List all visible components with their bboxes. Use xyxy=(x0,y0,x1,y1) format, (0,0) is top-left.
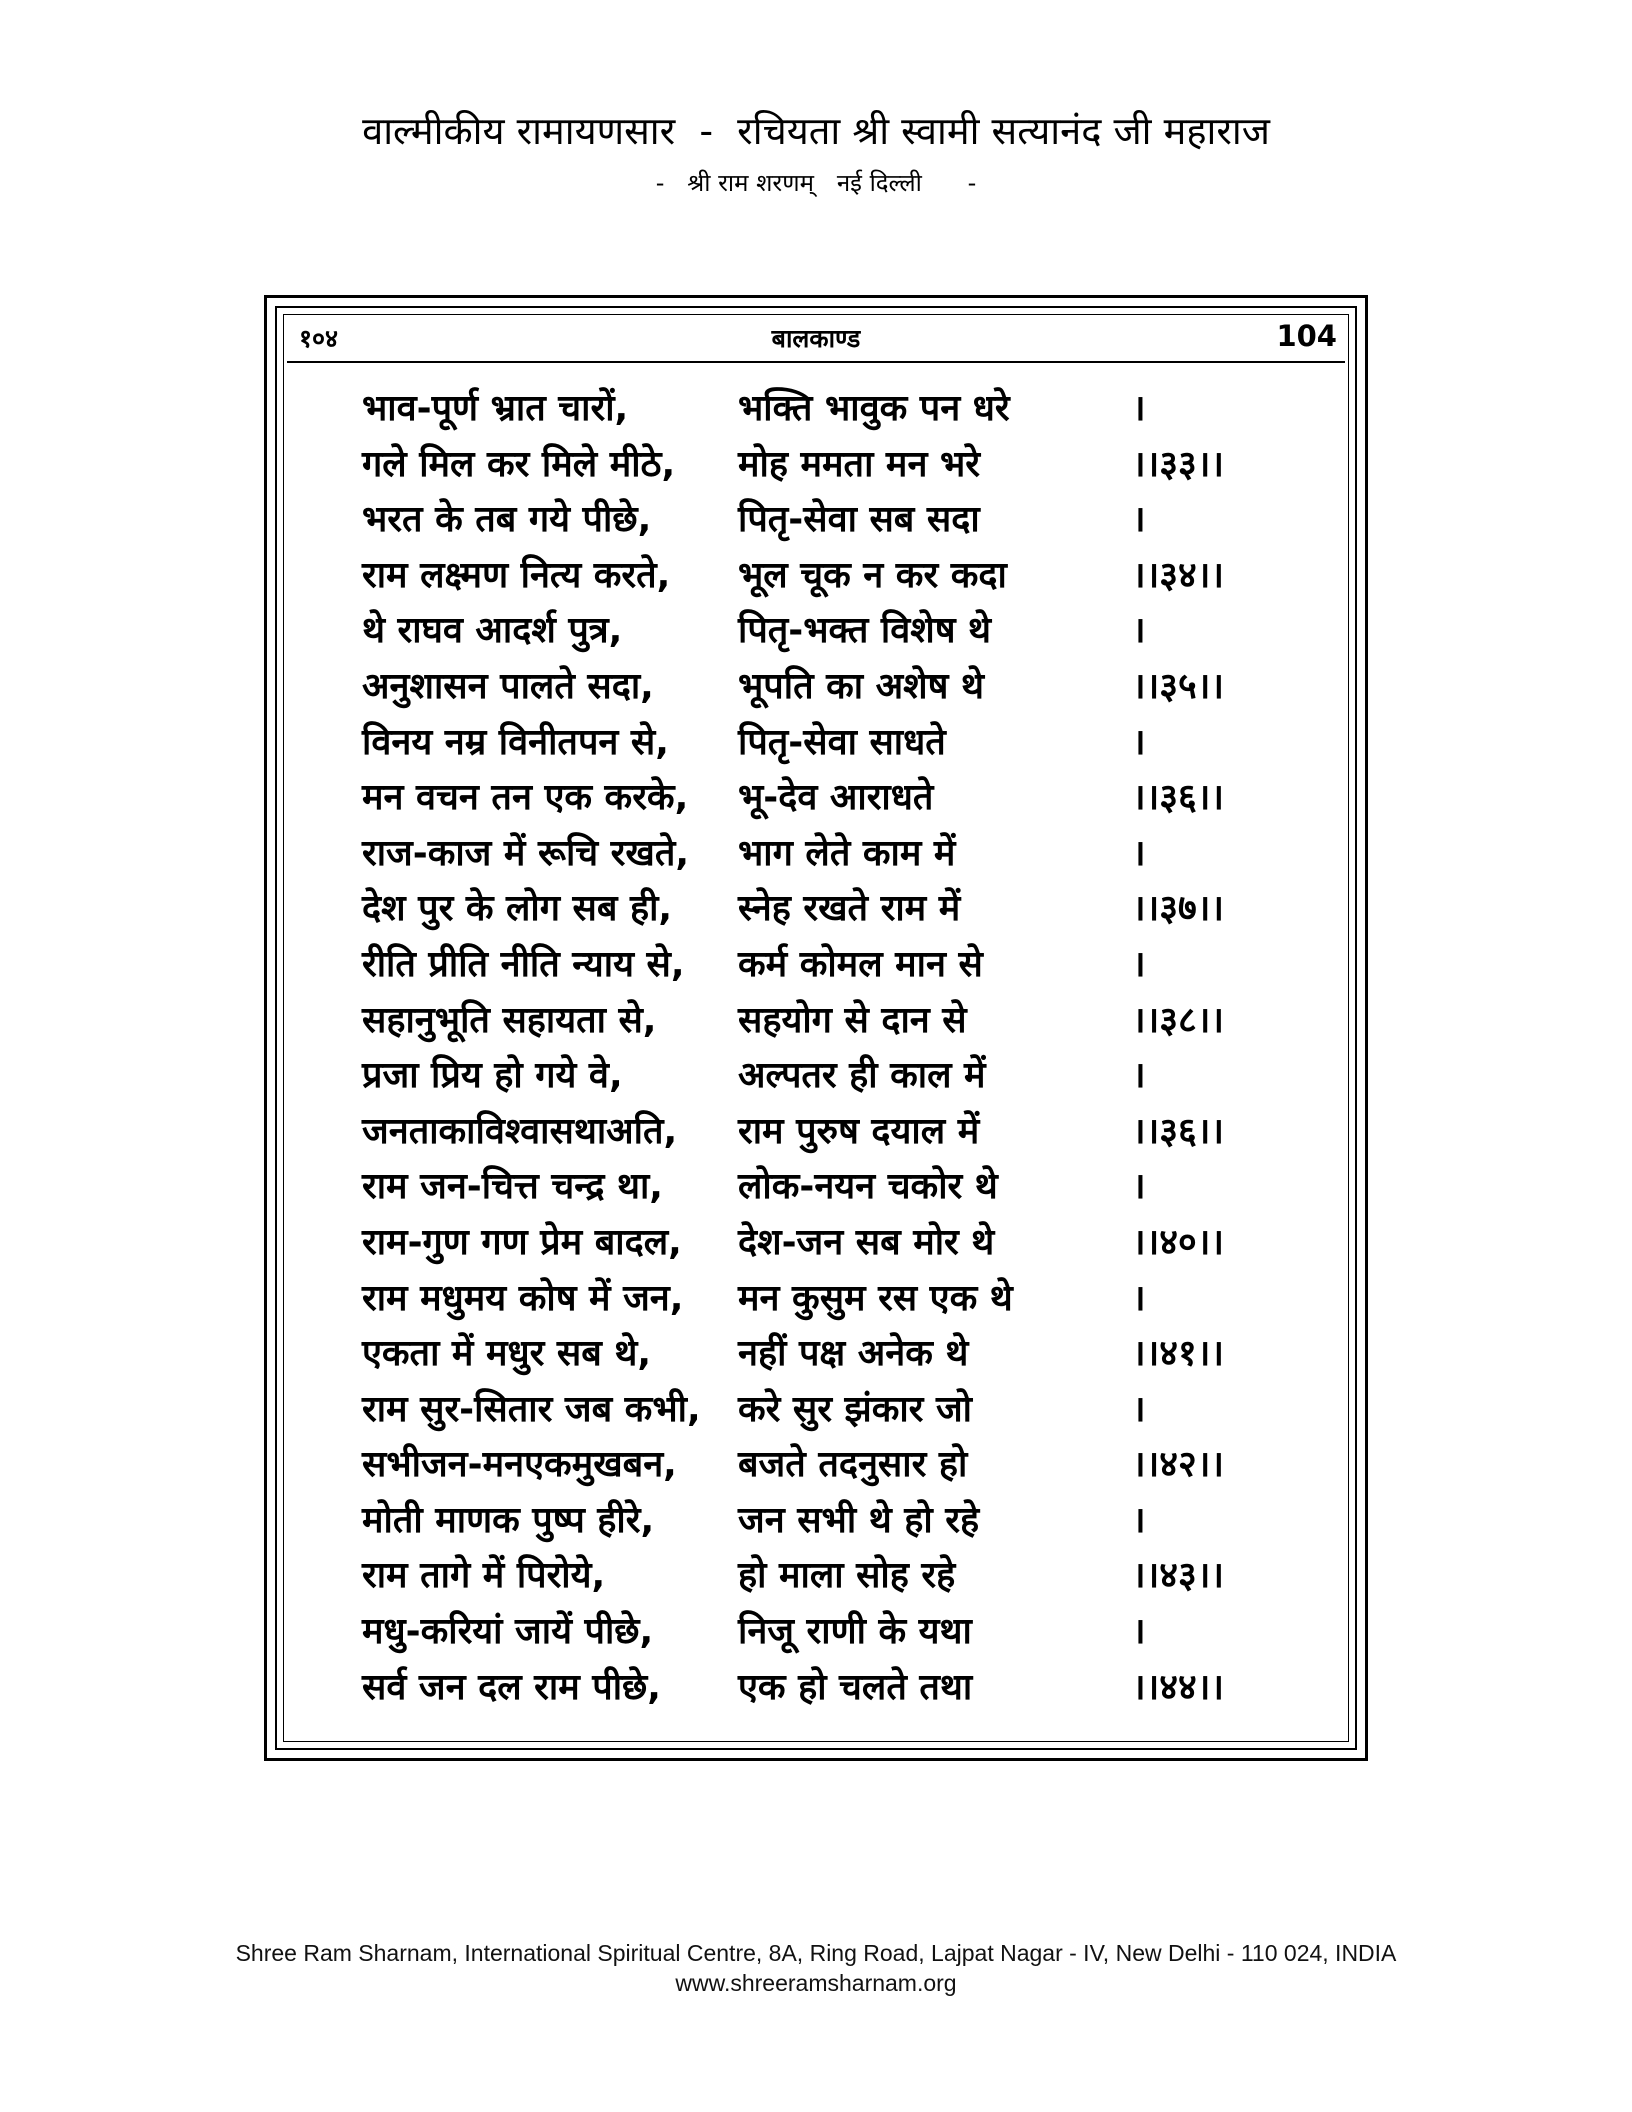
verse-number: ।।४३।। xyxy=(1132,1555,1225,1597)
verse-line xyxy=(362,1099,1282,1155)
verse-line xyxy=(362,876,1282,932)
verse-line xyxy=(362,988,1282,1044)
verse-number: ।।३४।। xyxy=(1132,554,1225,596)
verse-first-half: अनुशासन पालते सदा, xyxy=(362,665,654,707)
verse-number: । xyxy=(1132,1499,1146,1541)
verse-number: ।।४२।। xyxy=(1132,1444,1225,1486)
verse-second-half: जन सभी थे हो रहे xyxy=(738,1499,980,1541)
verse-line xyxy=(362,1321,1282,1377)
verse-second-half: पितृ-सेवा सब सदा xyxy=(738,499,980,541)
verse-first-half: मोती माणक पुष्प हीरे, xyxy=(362,1499,655,1541)
verse-first-half: प्रजा प्रिय हो गये वे, xyxy=(362,1055,623,1097)
verse-line xyxy=(362,598,1282,654)
verse-first-half: मधु-करियां जायें पीछे, xyxy=(362,1611,654,1653)
verse-line xyxy=(362,1599,1282,1655)
verse-first-half: थे राघव आदर्श पुत्र, xyxy=(362,610,623,652)
verse-number: । xyxy=(1132,1055,1146,1097)
verse-first-half: राम सुर-सितार जब कभी, xyxy=(362,1388,701,1430)
verse-first-half: देश पुर के लोग सब ही, xyxy=(362,888,673,930)
verse-line xyxy=(362,1377,1282,1433)
verse-number: ।।४०।। xyxy=(1132,1221,1225,1263)
header-title: वाल्मीकीय रामायणसार - रचियता श्री स्वामी सत्यानंद जी महाराज xyxy=(362,109,1270,153)
page-number: 104 xyxy=(1276,319,1337,353)
verse-second-half: पितृ-भक्त विशेष थे xyxy=(738,610,992,652)
verse-number: ।।३७।। xyxy=(1132,888,1225,930)
verse-second-half: पितृ-सेवा साधते xyxy=(738,721,946,763)
verse-second-half: स्नेह रखते राम में xyxy=(738,888,961,930)
verse-line xyxy=(362,1543,1282,1599)
verse-second-half: अल्पतर ही काल में xyxy=(738,1055,986,1097)
verse-line xyxy=(362,487,1282,543)
verse-first-half: एकता में मधुर सब थे, xyxy=(362,1333,652,1375)
footer-address: Shree Ram Sharnam, International Spiritual Centre, 8A, Ring Road, Lajpat Nagar - IV, New Delhi - 110 024, INDIA xyxy=(235,1940,1397,1966)
verse-second-half: एक हो चलते तथा xyxy=(738,1666,973,1708)
verse-first-half: रीति प्रीति नीति न्याय से, xyxy=(362,943,685,985)
verse-line xyxy=(362,1210,1282,1266)
verse-second-half: मन कुसुम रस एक थे xyxy=(738,1277,1013,1319)
verse-number: ।।४४।। xyxy=(1132,1666,1225,1708)
verse-number: ।।४१।। xyxy=(1132,1333,1225,1375)
verse-first-half: राज-काज में रूचि रखते, xyxy=(362,832,690,874)
verse-second-half: भूपति का अशेष थे xyxy=(738,665,984,707)
verse-second-half: मोह ममता मन भरे xyxy=(738,443,981,485)
verse-first-half: राम जन-चित्त चन्द्र था, xyxy=(362,1166,663,1208)
verse-first-half: मन वचन तन एक करके, xyxy=(362,777,689,819)
verse-number: ।।३५।। xyxy=(1132,665,1225,707)
verse-first-half: भरत के तब गये पीछे, xyxy=(362,499,652,541)
verse-second-half: भक्ति भावुक पन धरे xyxy=(738,388,1010,429)
verse-number: । xyxy=(1132,388,1146,429)
verse-line xyxy=(362,543,1282,599)
verse-second-half: नहीं पक्ष अनेक थे xyxy=(738,1333,969,1375)
verse-second-half: लोक-नयन चकोर थे xyxy=(738,1166,998,1208)
verse-first-half: सहानुभूति सहायता से, xyxy=(362,999,657,1041)
verse-list xyxy=(362,376,1282,1710)
verse-line xyxy=(362,710,1282,766)
verse-line xyxy=(362,654,1282,710)
verse-first-half: राम तागे में पिरोये, xyxy=(362,1555,606,1597)
verse-number: । xyxy=(1132,1166,1146,1208)
verse-second-half: भूल चूक न कर कदा xyxy=(738,554,1007,596)
verse-line xyxy=(362,1655,1282,1711)
footer-website: www.shreeramsharnam.org xyxy=(675,1970,957,1996)
verse-second-half: बजते तदनुसार हो xyxy=(738,1444,968,1486)
verse-number: ।।३३।। xyxy=(1132,443,1225,485)
verse-first-half: जनताकाविश्वासथाअति, xyxy=(362,1110,678,1152)
verse-line xyxy=(362,821,1282,877)
verse-number: । xyxy=(1132,721,1146,763)
verse-first-half: सभीजन-मनएकमुखबन, xyxy=(362,1444,677,1486)
verse-first-half: भाव-पूर्ण भ्रात चारों, xyxy=(362,388,629,429)
verse-first-half: राम मधुमय कोष में जन, xyxy=(362,1277,684,1319)
verse-second-half: कर्म कोमल मान से xyxy=(738,943,983,985)
verse-line xyxy=(362,376,1282,432)
verse-first-half: सर्व जन दल राम पीछे, xyxy=(362,1666,661,1708)
verse-line xyxy=(362,1154,1282,1210)
verse-second-half: भाग लेते काम में xyxy=(738,832,956,874)
verse-line xyxy=(362,1266,1282,1322)
verse-second-half: राम पुरुष दयाल में xyxy=(738,1110,980,1152)
verse-second-half: निजू राणी के यथा xyxy=(738,1611,972,1653)
verse-number: । xyxy=(1132,1388,1146,1430)
header-subtitle: - श्री राम शरणम् नई दिल्ली - xyxy=(655,169,977,197)
verse-second-half: देश-जन सब मोर थे xyxy=(738,1221,995,1263)
verse-second-half: हो माला सोह रहे xyxy=(738,1555,956,1597)
verse-line xyxy=(362,432,1282,488)
verse-line xyxy=(362,1432,1282,1488)
verse-line xyxy=(362,932,1282,988)
page-number-devanagari: १०४ xyxy=(299,324,339,353)
verse-first-half: गले मिल कर मिले मीठे, xyxy=(362,443,676,485)
document-header xyxy=(0,103,1632,203)
verse-first-half: राम लक्ष्मण नित्य करते, xyxy=(362,554,671,596)
verse-line xyxy=(362,765,1282,821)
verse-second-half: भू-देव आराधते xyxy=(738,777,934,819)
verse-number: ।।३६।। xyxy=(1132,777,1225,819)
verse-number: । xyxy=(1132,1611,1146,1653)
verse-line xyxy=(362,1043,1282,1099)
document-footer xyxy=(0,1938,1632,1998)
verse-number: ।।३६।। xyxy=(1132,1110,1225,1152)
verse-second-half: सहयोग से दान से xyxy=(738,999,967,1041)
verse-first-half: विनय नम्र विनीतपन से, xyxy=(362,721,669,763)
verse-line xyxy=(362,1488,1282,1544)
section-title: बालकाण्ड xyxy=(771,324,861,353)
verse-number: ।।३८।। xyxy=(1132,999,1225,1041)
verse-first-half: राम-गुण गण प्रेम बादल, xyxy=(362,1221,682,1263)
verse-number: । xyxy=(1132,499,1146,541)
verse-second-half: करे सुर झंकार जो xyxy=(738,1388,972,1430)
verse-number: । xyxy=(1132,610,1146,652)
verse-number: । xyxy=(1132,943,1146,985)
verse-number: । xyxy=(1132,832,1146,874)
verse-number: । xyxy=(1132,1277,1146,1319)
page-frame xyxy=(264,295,1368,1761)
page-heading-bar xyxy=(287,315,1345,363)
